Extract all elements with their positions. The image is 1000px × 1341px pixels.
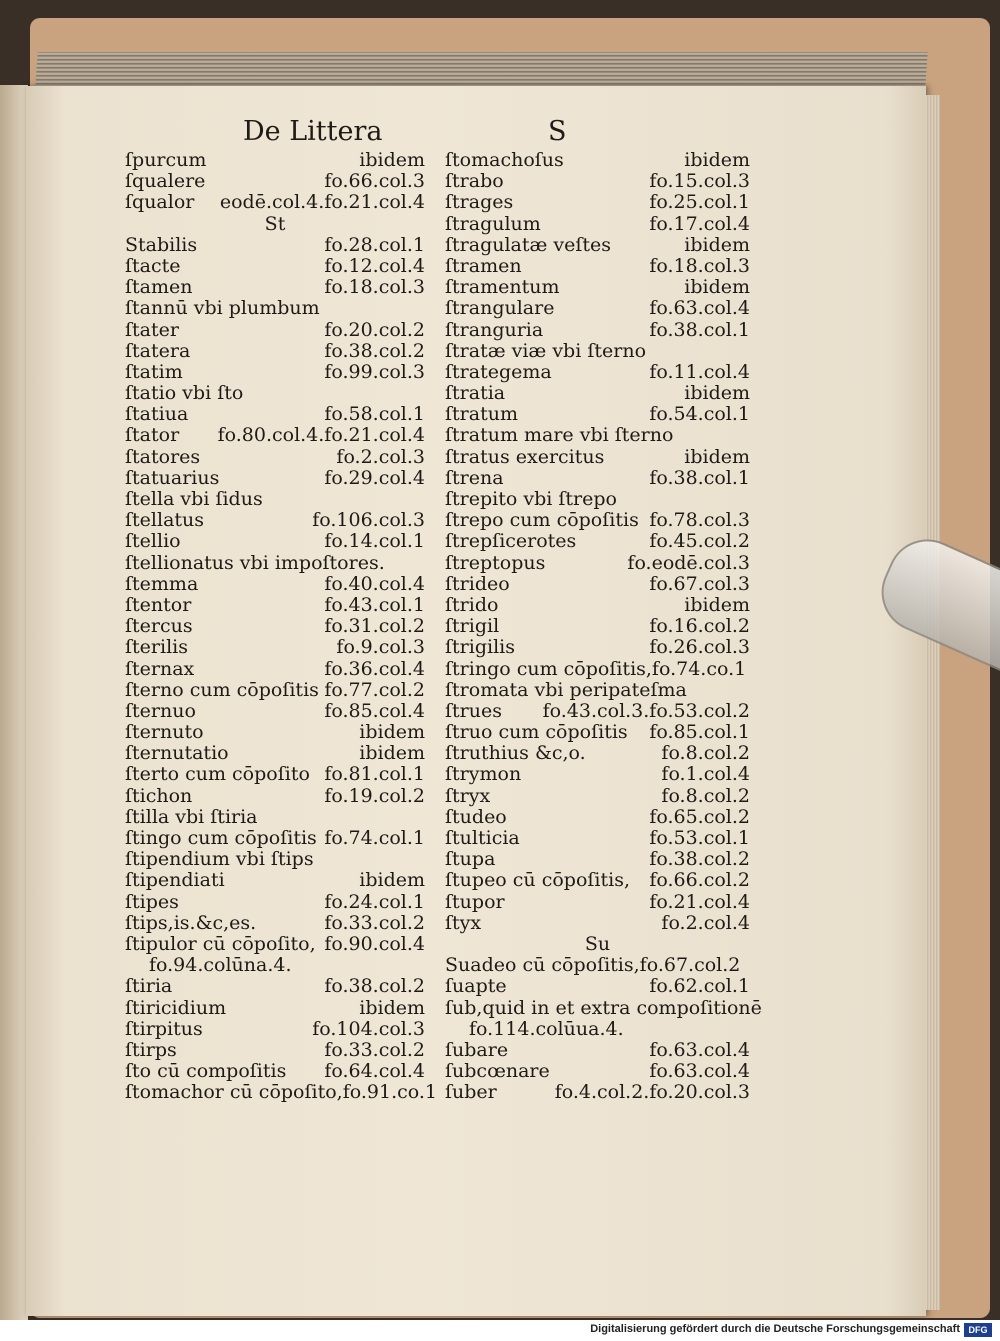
index-entry	[125, 743, 425, 764]
index-term: ſuapte	[445, 975, 507, 998]
index-reference: fo.78.col.3	[649, 509, 750, 532]
left-column	[125, 149, 437, 1104]
index-term: ſtirpitus	[125, 1017, 203, 1040]
index-reference: fo.15.col.3	[649, 170, 750, 193]
index-term: Su	[584, 932, 611, 955]
index-entry	[125, 998, 425, 1019]
index-entry	[445, 425, 750, 446]
index-term: ſtryx	[445, 784, 491, 807]
index-term: ſtipulor cū cōpoſito,	[125, 932, 316, 955]
index-term: ſtratum mare vbi ſterno	[445, 424, 674, 447]
index-entry	[125, 425, 425, 446]
index-entry	[445, 256, 750, 277]
index-entry	[125, 171, 425, 192]
index-entry	[445, 680, 750, 701]
index-term: ſtragulatæ veſtes	[445, 233, 612, 256]
index-entry	[445, 468, 750, 489]
index-term: ſtupeo cū cōpoſitis,	[445, 869, 630, 892]
index-reference: fo.9.col.3	[336, 636, 425, 659]
index-term: ſtellatus	[125, 509, 205, 532]
index-term: ſtrigilis	[445, 636, 515, 659]
index-reference: fo.80.col.4.fo.21.col.4	[217, 424, 425, 447]
index-reference: fo.18.col.3	[649, 254, 750, 277]
index-term: ſtercus	[125, 615, 193, 638]
index-entry	[125, 298, 425, 319]
index-term: ſuber	[445, 1081, 497, 1104]
index-reference: fo.eodē.col.3	[627, 551, 750, 574]
index-term: ſtrideo	[445, 572, 510, 595]
index-reference: fo.85.col.1	[649, 721, 750, 744]
index-entry	[125, 150, 425, 171]
index-entry	[445, 1019, 750, 1040]
index-term: ſtrepo cum cōpoſitis	[445, 509, 639, 532]
index-term: ſtramen	[445, 254, 522, 277]
index-reference: fo.38.col.2	[324, 339, 425, 362]
index-entry	[445, 976, 750, 997]
index-entry	[445, 1082, 750, 1103]
index-term: ſtatuarius	[125, 466, 220, 489]
index-term: ſtipendium vbi ſtips	[125, 848, 314, 871]
index-reference: ibidem	[684, 276, 750, 299]
index-reference: fo.4.col.2.fo.20.col.3	[554, 1081, 750, 1104]
index-term: ſtratia	[445, 382, 506, 405]
index-term: ſtellionatus vbi impoſtores.	[125, 551, 385, 574]
index-term: ſtrido	[445, 593, 499, 616]
index-entry	[445, 150, 750, 171]
index-reference: fo.20.col.2	[324, 318, 425, 341]
index-entry	[445, 531, 750, 552]
index-term: ſtatim	[125, 360, 183, 383]
index-reference: fo.67.col.3	[649, 572, 750, 595]
index-term: ſtratum	[445, 403, 518, 426]
index-reference: fo.63.col.4	[649, 1060, 750, 1083]
index-entry	[125, 468, 425, 489]
index-entry	[125, 828, 425, 849]
running-header-left: De Littera	[243, 116, 383, 147]
index-term: ſtiricidium	[125, 996, 227, 1019]
index-term: ſtrymon	[445, 763, 522, 786]
index-entry	[125, 256, 425, 277]
index-entry	[125, 489, 425, 510]
index-term: ſtatiua	[125, 403, 189, 426]
index-term: ſterilis	[125, 636, 188, 659]
index-reference: ibidem	[684, 233, 750, 256]
index-entry	[125, 235, 425, 256]
index-term: ſtatores	[125, 445, 201, 468]
index-entry	[445, 214, 750, 235]
index-reference: fo.26.col.3	[649, 636, 750, 659]
index-entry	[445, 637, 750, 658]
index-term: ſtirps	[125, 1038, 177, 1061]
index-reference: fo.8.col.2	[661, 784, 750, 807]
index-entry	[125, 1019, 425, 1040]
index-reference: fo.11.col.4	[649, 360, 750, 383]
index-entry	[445, 553, 750, 574]
index-term: ſtramentum	[445, 276, 560, 299]
index-reference: fo.43.col.3.fo.53.col.2	[542, 699, 750, 722]
index-reference: eodē.col.4.fo.21.col.4	[219, 191, 425, 214]
index-entry	[125, 913, 425, 934]
index-entry	[445, 701, 750, 722]
index-entry	[125, 320, 425, 341]
index-reference: fo.16.col.2	[649, 615, 750, 638]
index-entry	[445, 298, 750, 319]
index-term: ſtella vbi ſidus	[125, 488, 263, 510]
index-term: ſtingo cum cōpoſitis	[125, 827, 317, 849]
index-reference: fo.74.col.1	[324, 827, 425, 849]
index-entry	[445, 1040, 750, 1061]
index-entry	[445, 383, 750, 404]
index-reference: fo.85.col.4	[324, 699, 425, 722]
index-term: ſtrages	[445, 191, 514, 214]
index-entry	[445, 996, 762, 1019]
index-entry	[125, 192, 425, 213]
index-term: ſtruo cum cōpoſitis	[445, 721, 628, 744]
index-entry	[445, 722, 750, 743]
index-reference: fo.36.col.4	[324, 657, 425, 680]
index-entry	[125, 976, 425, 997]
index-term: ſtrepito vbi ſtrepo	[445, 488, 617, 510]
index-entry	[445, 764, 750, 785]
index-term: ſtichon	[125, 784, 193, 807]
index-term: ſtentor	[125, 593, 192, 616]
index-term: ſpurcum	[125, 149, 207, 171]
index-entry	[445, 1061, 750, 1082]
index-term: ſternutatio	[125, 742, 229, 765]
index-reference: ibidem	[359, 149, 425, 171]
index-reference: fo.2.col.4	[661, 911, 750, 934]
index-entry	[445, 192, 750, 213]
index-entry	[445, 320, 750, 341]
index-reference: fo.19.col.2	[324, 784, 425, 807]
index-term: ſtupor	[445, 890, 505, 913]
index-term: ſtratus exercitus	[445, 445, 605, 468]
index-term: ſtater	[125, 318, 179, 341]
index-term: ſtrategema	[445, 360, 552, 383]
index-reference: ibidem	[359, 721, 425, 744]
index-entry	[125, 277, 425, 298]
index-reference: ibidem	[684, 149, 750, 171]
index-reference: fo.45.col.2	[649, 530, 750, 553]
index-entry	[125, 934, 425, 955]
index-term: ſub,quid in et extra compoſitionē	[445, 996, 762, 1019]
index-reference: fo.33.col.2	[324, 1038, 425, 1061]
index-reference: fo.14.col.1	[324, 530, 425, 553]
index-entry	[445, 934, 750, 955]
index-term: ſtips,is.&c,es.	[125, 911, 257, 934]
index-entry	[125, 637, 425, 658]
index-reference: fo.77.col.2	[324, 678, 425, 701]
index-reference: fo.2.col.3	[336, 445, 425, 468]
index-term: ſtipes	[125, 890, 179, 913]
index-term: ſtator	[125, 424, 180, 447]
index-term: ſtemma	[125, 572, 199, 595]
index-term: ſterto cum cōpoſito	[125, 763, 310, 786]
index-term: St	[264, 212, 286, 235]
index-entry	[445, 659, 750, 680]
index-entry	[445, 892, 750, 913]
index-entry	[125, 214, 425, 235]
index-reference: fo.65.col.2	[649, 805, 750, 828]
index-reference: fo.104.col.3	[312, 1017, 425, 1040]
index-entry	[445, 955, 750, 976]
index-term: ſqualere	[125, 170, 206, 193]
index-reference: fo.43.col.1	[324, 593, 425, 616]
index-term: ſtellio	[125, 530, 181, 553]
index-term: ſqualor	[125, 191, 195, 214]
index-reference: ibidem	[684, 445, 750, 468]
index-term: ſtupa	[445, 848, 496, 871]
index-term: ſtrues	[445, 699, 502, 722]
index-term: ſubare	[445, 1038, 509, 1061]
index-reference: fo.99.col.3	[324, 360, 425, 383]
index-term: ſternuto	[125, 721, 204, 744]
index-term: ſtatio vbi ſto	[125, 382, 244, 405]
index-entry	[125, 616, 425, 637]
index-term: ſtreptopus	[445, 551, 546, 574]
index-term: ſtilla vbi ſtiria	[125, 805, 258, 828]
index-entry	[445, 870, 750, 891]
index-reference: fo.1.col.4	[661, 763, 750, 786]
index-reference: fo.64.col.4	[324, 1060, 425, 1083]
index-reference: fo.25.col.1	[649, 191, 750, 214]
index-term: ſtrabo	[445, 170, 504, 193]
index-reference: fo.106.col.3	[312, 509, 425, 532]
index-entry	[445, 574, 750, 595]
index-entry	[125, 510, 425, 531]
footer-credit: Digitalisierung gefördert durch die Deutsche Forschungsgemeinschaft	[590, 1323, 960, 1335]
index-term: ſtipendiati	[125, 869, 225, 892]
index-reference: fo.17.col.4	[649, 212, 750, 235]
index-reference: fo.18.col.3	[324, 276, 425, 299]
index-entry	[445, 743, 750, 764]
index-reference: fo.54.col.1	[649, 403, 750, 426]
index-term: ſtiria	[125, 975, 173, 998]
index-entry	[125, 807, 425, 828]
index-entry	[125, 531, 425, 552]
index-entry	[445, 828, 750, 849]
right-page-edge	[926, 95, 940, 1310]
index-reference: fo.24.col.1	[324, 890, 425, 913]
index-term: ſtragulum	[445, 212, 541, 235]
index-reference: ibidem	[359, 742, 425, 765]
index-term: ſternuo	[125, 699, 196, 722]
index-term: ſtrangulare	[445, 297, 555, 320]
index-reference: fo.28.col.1	[324, 233, 425, 256]
index-entry	[125, 447, 425, 468]
index-reference: fo.21.col.4	[649, 890, 750, 913]
index-reference: fo.12.col.4	[324, 254, 425, 277]
index-entry	[445, 404, 750, 425]
index-entry	[445, 807, 750, 828]
index-reference: fo.63.col.4	[649, 1038, 750, 1061]
index-entry	[445, 341, 750, 362]
index-term: ſternax	[125, 657, 195, 680]
index-reference: fo.38.col.2	[324, 975, 425, 998]
index-term: ſtacte	[125, 254, 181, 277]
index-entry	[125, 870, 425, 891]
dfg-logo: DFG	[964, 1323, 992, 1337]
index-term: fo.94.colūna.4.	[149, 954, 292, 977]
index-entry	[445, 595, 750, 616]
index-term: ſtatera	[125, 339, 191, 362]
index-term: ſto cū compoſitis	[125, 1060, 287, 1083]
index-term: ſtrena	[445, 466, 504, 489]
index-term: ſtratæ viæ vbi ſterno	[445, 339, 647, 362]
index-entry	[125, 383, 425, 404]
footer-bar	[0, 1320, 1000, 1341]
index-reference: fo.38.col.1	[649, 318, 750, 341]
index-reference: ibidem	[684, 593, 750, 616]
running-header-right: S	[548, 116, 567, 147]
index-entry	[125, 553, 425, 574]
index-entry	[125, 341, 425, 362]
index-term: ſtomachor cū cōpoſito,fo.91.co.1	[125, 1081, 437, 1104]
left-page-edge	[0, 85, 28, 1320]
index-term: ſubcœnare	[445, 1060, 550, 1083]
index-term: ſtringo cum cōpoſitis,fo.74.co.1	[445, 657, 747, 680]
index-entry	[125, 701, 425, 722]
index-entry	[445, 171, 750, 192]
index-entry	[125, 722, 425, 743]
index-reference: fo.81.col.1	[324, 763, 425, 786]
index-entry	[125, 892, 425, 913]
index-entry	[125, 849, 425, 870]
index-entry	[125, 1081, 437, 1104]
index-entry	[445, 786, 750, 807]
index-entry	[125, 404, 425, 425]
index-entry	[445, 510, 750, 531]
index-term: ſtranguria	[445, 318, 544, 341]
index-entry	[125, 955, 425, 976]
index-reference: fo.66.col.3	[324, 170, 425, 193]
index-entry	[125, 1040, 425, 1061]
index-reference: fo.38.col.2	[649, 848, 750, 871]
index-entry	[445, 849, 750, 870]
index-entry	[125, 362, 425, 383]
index-term: Stabilis	[125, 233, 198, 256]
index-reference: fo.40.col.4	[324, 572, 425, 595]
index-entry	[445, 489, 750, 510]
index-reference: fo.29.col.4	[324, 466, 425, 489]
index-term: ſtrigil	[445, 615, 500, 638]
index-term: ſtulticia	[445, 827, 520, 849]
index-entry	[125, 659, 425, 680]
right-column	[445, 149, 762, 1104]
index-entry	[125, 764, 425, 785]
index-entry	[125, 574, 425, 595]
index-reference: fo.63.col.4	[649, 297, 750, 320]
index-term: ſtruthius &c,o.	[445, 742, 586, 765]
index-reference: ibidem	[359, 996, 425, 1019]
index-reference: fo.8.col.2	[661, 742, 750, 765]
index-reference: fo.62.col.1	[649, 975, 750, 998]
index-reference: fo.53.col.1	[649, 827, 750, 849]
index-entry	[445, 235, 750, 256]
index-reference: fo.66.col.2	[649, 869, 750, 892]
index-term: ſtomachoſus	[445, 149, 564, 171]
index-entry	[125, 1061, 425, 1082]
index-entry	[445, 913, 750, 934]
index-term: ſtudeo	[445, 805, 507, 828]
index-entry	[125, 680, 425, 701]
index-term: ſtromata vbi peripateſma	[445, 678, 687, 701]
index-entry	[445, 362, 750, 383]
index-term: ſtannū vbi plumbum	[125, 297, 320, 320]
index-entry	[445, 447, 750, 468]
index-reference: ibidem	[684, 382, 750, 405]
index-term: fo.114.colūua.4.	[469, 1017, 624, 1040]
index-term: Suadeo cū cōpoſitis,fo.67.col.2	[445, 954, 741, 977]
index-entry	[125, 786, 425, 807]
index-entry	[445, 277, 750, 298]
index-term: ſtyx	[445, 911, 482, 934]
index-term: ſtrepſicerotes	[445, 530, 577, 553]
index-reference: fo.33.col.2	[324, 911, 425, 934]
index-reference: fo.58.col.1	[324, 403, 425, 426]
index-reference: ibidem	[359, 869, 425, 892]
index-term: ſtamen	[125, 276, 193, 299]
index-entry	[445, 616, 750, 637]
index-reference: fo.38.col.1	[649, 466, 750, 489]
index-term: ſterno cum cōpoſitis	[125, 678, 319, 701]
index-reference: fo.90.col.4	[324, 932, 425, 955]
index-entry	[125, 595, 425, 616]
index-reference: fo.31.col.2	[324, 615, 425, 638]
